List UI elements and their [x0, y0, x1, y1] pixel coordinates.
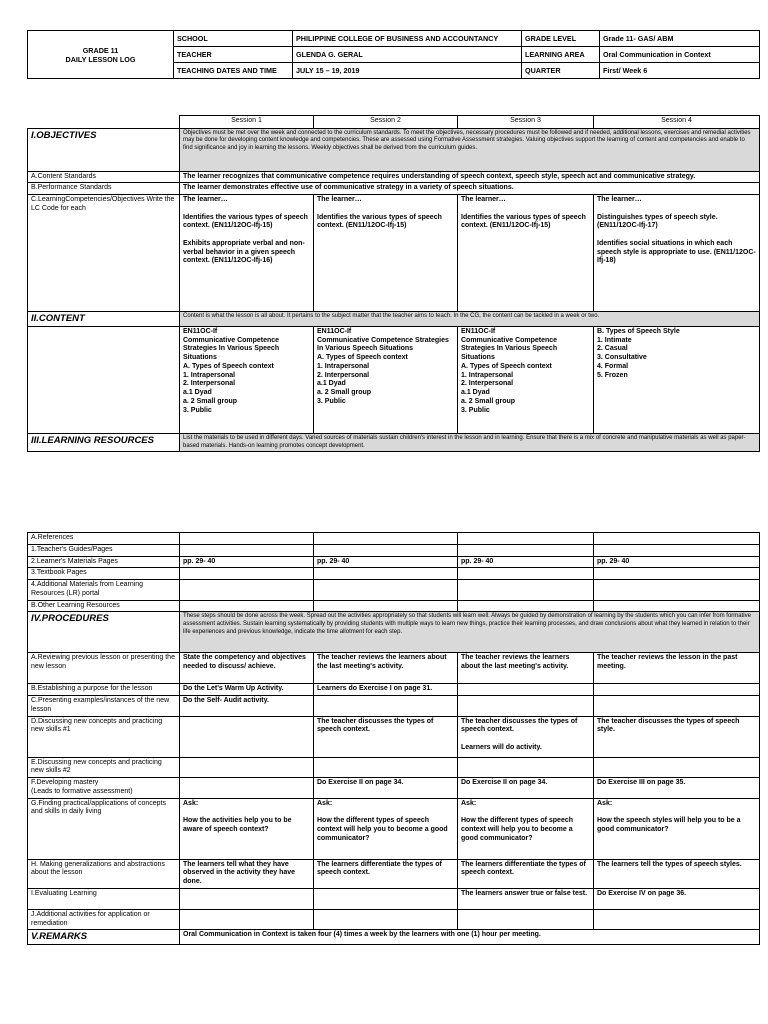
session-1-header: Session 1 — [180, 116, 314, 129]
content-standards-label: A.Content Standards — [28, 171, 180, 183]
procedure-cell — [594, 684, 760, 696]
procedure-cell — [458, 684, 594, 696]
teachers-guide-label: 1.Teacher's Guides/Pages — [28, 544, 180, 556]
procedure-cell: The teacher reviews the learners about the last meeting's activity. — [458, 653, 594, 684]
competency-cell: The learner… Distinguishes types of speech style. (EN11/12OC-Ifj-17) Identifies social situations in which each speech style is appropriate to use. (EN11/12OC-Ifj-18) — [594, 195, 760, 312]
session-3-header: Session 3 — [458, 116, 594, 129]
procedure-cell: Learners do Exercise I on page 31. — [314, 684, 458, 696]
other-resources-label: B.Other Learning Resources — [28, 600, 180, 612]
procedure-e-label: E.Discussing new concepts and practicing new skills #2 — [28, 757, 180, 778]
procedure-cell — [458, 696, 594, 717]
performance-standards-value: The learner demonstrates effective use of communicative strategy in a variety of speech situations. — [180, 183, 760, 195]
learners-materials-cell: pp. 29- 40 — [458, 556, 594, 568]
procedure-cell: The learners tell the types of speech styles. — [594, 859, 760, 888]
procedure-cell: Ask: How the activities help you to be aware of speech context? — [180, 798, 314, 859]
quarter-value: First/ Week 6 — [600, 63, 760, 79]
procedure-cell: Do the Let's Warm Up Activity. — [180, 684, 314, 696]
procedure-cell: Do Exercise II on page 34. — [314, 778, 458, 799]
procedure-cell: Do the Self- Audit activity. — [180, 696, 314, 717]
competencies-label: C.LearningCompetencies/Objectives Write the LC Code for each — [28, 195, 180, 312]
content-note: Content is what the lesson is all about. It pertains to the subject matter that the teacher aims to teach. In the CG, the content can be tackled in a week or two. — [180, 312, 760, 327]
procedure-cell: State the competency and objectives needed to discuss/ achieve. — [180, 653, 314, 684]
learners-materials-cell: pp. 29- 40 — [594, 556, 760, 568]
procedures-note: These steps should be done across the week. Spread out the activities appropriately so that students will learn well. Always be guided by demonstration of learning by the students which you can infer from formative assessment activities. Sustain learning systematically by providing students with multiple ways to learn new things, practice their learning processes, and draw conclusions about what they learned in relation to their life experiences and previous knowledge, indicate the time allotment for each step. — [180, 612, 760, 653]
procedure-j-label: J.Additional activities for application or remediation — [28, 909, 180, 930]
quarter-label: QUARTER — [522, 63, 600, 79]
procedure-cell: The teacher discusses the types of speech style. — [594, 716, 760, 757]
procedure-cell: The learners differentiate the types of speech context. — [314, 859, 458, 888]
dates-label: TEACHING DATES AND TIME — [174, 63, 293, 79]
content-cell: B. Types of Speech Style 1. Intimate 2. Casual 3. Consultative 4. Formal 5. Frozen — [594, 326, 760, 433]
competency-cell: The learner… Identifies the various types of speech context. (EN11/12OC-Ifj-15) — [314, 195, 458, 312]
procedure-cell — [314, 696, 458, 717]
content-cell: EN11OC-If Communicative Competence Strategies In Various Speech Situations A. Types of Speech context 1. Intrapersonal 2. Interpersonal a.1 Dyad a. 2 Small group 3. Public — [458, 326, 594, 433]
procedure-cell: The learners answer true or false test. — [458, 888, 594, 909]
procedure-cell: Do Exercise II on page 34. — [458, 778, 594, 799]
procedure-cell: The teacher reviews the lesson in the past meeting. — [594, 653, 760, 684]
content-section: II.CONTENT — [28, 312, 180, 327]
lesson-table-bottom — [27, 532, 760, 945]
school-value: PHILIPPINE COLLEGE OF BUSINESS AND ACCOUNTANCY — [293, 31, 522, 47]
objectives-note: Objectives must be met over the week and connected to the curriculum standards. To meet the objectives, necessary procedures must be followed and if needed, additional lessons, exercises and remedial activities may be done for developing content knowledge and competencies. These are assessed using Formative Assessment strategies. Valuing objectives support the learning of content and competencies and enable to find significance and joy in learning the lessons. Weekly objectives shall be derived from the curriculum guides. — [180, 128, 760, 171]
procedure-cell — [314, 888, 458, 909]
learning-area-value: Oral Communication in Context — [600, 47, 760, 63]
session-2-header: Session 2 — [314, 116, 458, 129]
log-title: GRADE 11 DAILY LESSON LOG — [28, 31, 174, 79]
learners-materials-label: 2.Learner's Materials Pages — [28, 556, 180, 568]
references-label: A.References — [28, 533, 180, 545]
dates-value: JULY 15 – 19, 2019 — [293, 63, 522, 79]
procedures-section: IV.PROCEDURES — [28, 612, 180, 653]
procedure-cell: The teacher discusses the types of speech context. Learners will do activity. — [458, 716, 594, 757]
procedure-cell: The learners differentiate the types of speech context. — [458, 859, 594, 888]
textbook-label: 3.Textbook Pages — [28, 568, 180, 580]
procedure-cell: Ask: How the different types of speech context will help you to become a good communicator? — [458, 798, 594, 859]
remarks-section: V.REMARKS — [28, 930, 180, 945]
procedure-i-label: I.Evaluating Learning — [28, 888, 180, 909]
content-cell: EN11OC-If Communicative Competence Strategies In Various Speech Situations A. Types of Speech context 1. Intrapersonal 2. Interpersonal a.1 Dyad a. 2 Small group 3. Public — [180, 326, 314, 433]
procedure-cell: The teacher discusses the types of speech context. — [314, 716, 458, 757]
procedure-cell — [180, 909, 314, 930]
competency-cell: The learner… Identifies the various types of speech context. (EN11/12OC-Ifj-15) Exhibits appropriate verbal and non-verbal behavior in a given speech context. (EN11/12OC-Ifj-16) — [180, 195, 314, 312]
procedure-c-label: C.Presenting examples/instances of the new lesson — [28, 696, 180, 717]
grade-level-label: GRADE LEVEL — [522, 31, 600, 47]
procedure-cell: The teacher reviews the learners about the last meeting's activity. — [314, 653, 458, 684]
content-cell: EN11OC-If Communicative Competence Strategies In Various Speech Situations A. Types of Speech context 1. Intrapersonal 2. Interpersonal a.1 Dyad a. 2 Small group 3. Public — [314, 326, 458, 433]
competency-cell: The learner… Identifies the various types of speech context. (EN11/12OC-Ifj-15) — [458, 195, 594, 312]
teacher-label: TEACHER — [174, 47, 293, 63]
procedure-d-label: D.Discussing new concepts and practicing new skills #1 — [28, 716, 180, 757]
learners-materials-cell: pp. 29- 40 — [314, 556, 458, 568]
procedure-cell — [458, 909, 594, 930]
learning-resources-section: III.LEARNING RESOURCES — [28, 433, 180, 452]
procedure-h-label: H. Making generalizations and abstractions about the lesson — [28, 859, 180, 888]
procedure-cell: The learners tell what they have observed in the activity they have done. — [180, 859, 314, 888]
procedure-cell — [594, 909, 760, 930]
procedure-cell: Ask: How the different types of speech context will help you to become a good communicator? — [314, 798, 458, 859]
procedure-cell — [180, 716, 314, 757]
procedure-cell — [314, 757, 458, 778]
session-4-header: Session 4 — [594, 116, 760, 129]
procedure-cell: Do Exercise IV on page 36. — [594, 888, 760, 909]
procedure-cell — [314, 909, 458, 930]
learning-resources-note: List the materials to be used in different days. Varied sources of materials sustain children's interest in the lesson and in learning. Ensure that there is a mix of concrete and manipulative materials as well as paper-based materials. Hands-on learning promotes concept development. — [180, 433, 760, 452]
procedure-cell — [458, 757, 594, 778]
remarks-value: Oral Communication in Context is taken four (4) times a week by the learners with one (1) hour per meeting. — [180, 930, 760, 945]
teacher-value: GLENDA G. GERAL — [293, 47, 522, 63]
procedure-cell — [180, 778, 314, 799]
procedure-cell: Do Exercise III on page 35. — [594, 778, 760, 799]
content-standards-value: The learner recognizes that communicative competence requires understanding of speech context, speech style, speech act and communicative strategy. — [180, 171, 760, 183]
procedure-cell — [180, 757, 314, 778]
procedure-cell: Ask: How the speech styles will help you to be a good communicator? — [594, 798, 760, 859]
procedure-b-label: B.Establishing a purpose for the lesson — [28, 684, 180, 696]
school-label: SCHOOL — [174, 31, 293, 47]
procedure-cell — [180, 888, 314, 909]
learning-area-label: LEARNING AREA — [522, 47, 600, 63]
learners-materials-cell: pp. 29- 40 — [180, 556, 314, 568]
objectives-section: I.OBJECTIVES — [28, 128, 180, 171]
additional-materials-label: 4.Additional Materials from Learning Resources (LR) portal — [28, 580, 180, 601]
grade-level-value: Grade 11- GAS/ ABM — [600, 31, 760, 47]
lesson-table-top — [27, 115, 760, 452]
procedure-cell — [594, 757, 760, 778]
procedure-f-label: F.Developing mastery (Leads to formative assessment) — [28, 778, 180, 799]
procedure-g-label: G.Finding practical/applications of concepts and skills in daily living — [28, 798, 180, 859]
performance-standards-label: B.Performance Standards — [28, 183, 180, 195]
procedure-cell — [594, 696, 760, 717]
header-table — [27, 30, 760, 79]
procedure-a-label: A.Reviewing previous lesson or presenting the new lesson — [28, 653, 180, 684]
